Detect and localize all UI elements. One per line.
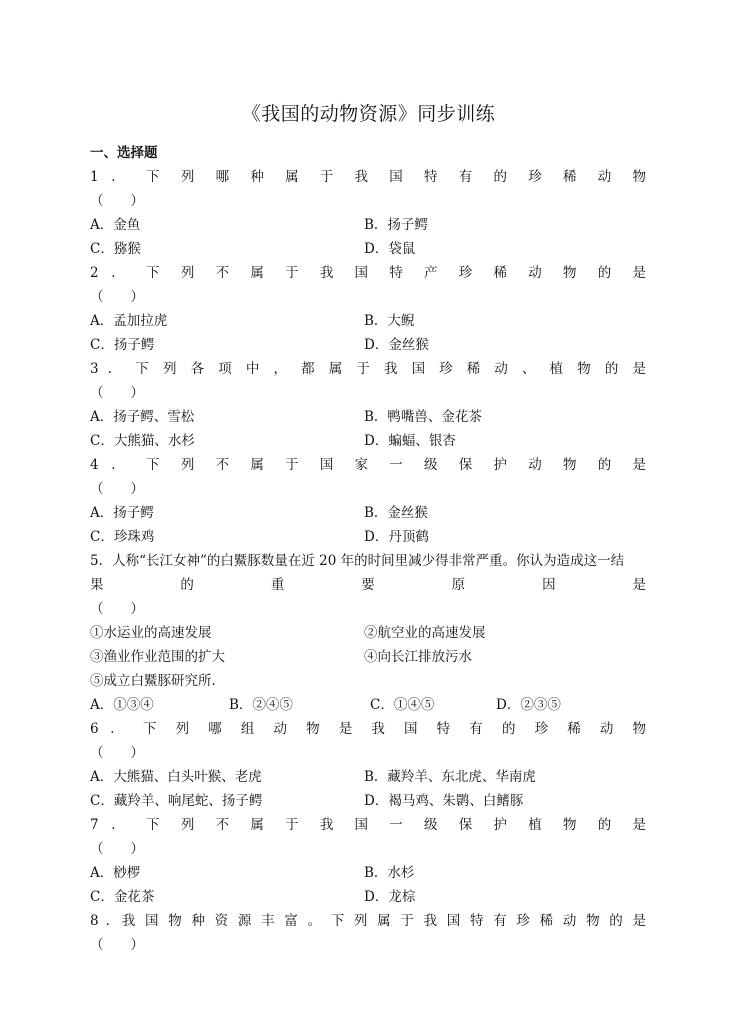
option-d: D．袋鼠 xyxy=(364,241,416,257)
page-title: 《我国的动物资源》同步训练 xyxy=(241,103,496,125)
question-6-paren: （ ） xyxy=(90,745,144,761)
question-3-options-row-1 xyxy=(90,405,646,429)
option-d: D．蝙蝠、银杏 xyxy=(364,433,456,449)
option-d: D．金丝猴 xyxy=(364,337,429,353)
question-1-stem: 1 ． 下 列 哪 种 属 于 我 国 特 有 的 珍 稀 动 物 xyxy=(90,169,646,185)
question-3-options-row-2 xyxy=(90,429,646,453)
option-c: C．珍珠鸡 xyxy=(90,529,155,545)
question-3-stem: 3 ． 下 列 各 项 中 ， 都 属 于 我 国 珍 稀 动 、 植 物 的 是 xyxy=(90,361,646,377)
question-6-options-row-2 xyxy=(90,789,646,813)
statement-5: ⑤成立白鱀豚研究所． xyxy=(90,673,225,689)
option-d: D．丹顶鹤 xyxy=(364,529,429,545)
question-2-stem: 2 ． 下 列 不 属 于 我 国 特 产 珍 稀 动 物 的 是 xyxy=(90,265,646,281)
option-b: B．②④⑤ xyxy=(229,697,293,713)
option-d: D．褐马鸡、朱鹮、白鳍豚 xyxy=(364,793,524,809)
question-7-options-row-1 xyxy=(90,861,646,885)
option-d: D．龙棕 xyxy=(364,889,416,905)
statement-4: ④向长江排放污水 xyxy=(364,649,472,665)
question-8-paren: （ ） xyxy=(90,937,144,953)
question-1-options-row-1 xyxy=(90,213,646,237)
question-4-stem: 4 ． 下 列 不 属 于 国 家 一 级 保 护 动 物 的 是 xyxy=(90,457,646,473)
question-4-options-row-1 xyxy=(90,501,646,525)
option-a: A．扬子鳄 xyxy=(90,505,154,521)
question-8-stem: 8 ．我 国 物 种 资 源 丰 富 。 下 列 属 于 我 国 特 有 珍 稀 动 物 的 是 xyxy=(90,913,646,929)
option-c: C．大熊猫、水杉 xyxy=(90,433,195,449)
question-5-stem-line-2: 果 的 重 要 原 因 是 xyxy=(90,577,646,593)
question-2-paren: （ ） xyxy=(90,289,144,305)
option-c: C．猕猴 xyxy=(90,241,141,257)
question-4-paren: （ ） xyxy=(90,481,144,497)
question-5-options xyxy=(90,693,646,717)
option-a: A．大熊猫、白头叶猴、老虎 xyxy=(90,769,262,785)
option-b: B．鸭嘴兽、金花茶 xyxy=(364,409,482,425)
option-b: B．金丝猴 xyxy=(364,505,428,521)
question-3-paren: （ ） xyxy=(90,385,144,401)
option-a: A．孟加拉虎 xyxy=(90,313,168,329)
question-2-options-row-2 xyxy=(90,333,646,357)
option-b: B．扬子鳄 xyxy=(364,217,428,233)
question-5-items-row-1 xyxy=(90,621,646,645)
question-5-stem-line-1: 5．人称“长江女神”的白鱀豚数量在近 20 年的时间里减少得非常严重。你认为造成这一结 xyxy=(90,553,625,569)
section-heading: 一、选择题 xyxy=(90,145,158,161)
question-7-paren: （ ） xyxy=(90,841,144,857)
question-1-options-row-2 xyxy=(90,237,646,261)
option-b: B．大鲵 xyxy=(364,313,415,329)
question-5-items-row-2 xyxy=(90,645,646,669)
option-c: C．金花茶 xyxy=(90,889,155,905)
option-c: C．藏羚羊、响尾蛇、扬子鳄 xyxy=(90,793,263,809)
option-b: B．藏羚羊、东北虎、华南虎 xyxy=(364,769,536,785)
option-c: C．扬子鳄 xyxy=(90,337,155,353)
statement-1: ①水运业的高速发展 xyxy=(90,625,212,641)
question-6-stem: 6 ． 下 列 哪 组 动 物 是 我 国 特 有 的 珍 稀 动 物 xyxy=(90,721,646,737)
question-1-paren: （ ） xyxy=(90,193,144,209)
option-b: B．水杉 xyxy=(364,865,415,881)
question-2-options-row-1 xyxy=(90,309,646,333)
question-4-options-row-2 xyxy=(90,525,646,549)
option-a: A．①③④ xyxy=(90,697,154,713)
option-d: D．②③⑤ xyxy=(496,697,561,713)
option-a: A．扬子鳄、雪松 xyxy=(90,409,195,425)
question-6-options-row-1 xyxy=(90,765,646,789)
question-7-options-row-2 xyxy=(90,885,646,909)
statement-3: ③渔业作业范围的扩大 xyxy=(90,649,225,665)
question-5-paren: （ ） xyxy=(90,601,144,617)
option-c: C．①④⑤ xyxy=(370,697,435,713)
question-list xyxy=(90,141,646,957)
option-a: A．桫椤 xyxy=(90,865,141,881)
question-7-stem: 7 ． 下 列 不 属 于 我 国 一 级 保 护 植 物 的 是 xyxy=(90,817,646,833)
option-a: A．金鱼 xyxy=(90,217,141,233)
statement-2: ②航空业的高速发展 xyxy=(364,625,486,641)
